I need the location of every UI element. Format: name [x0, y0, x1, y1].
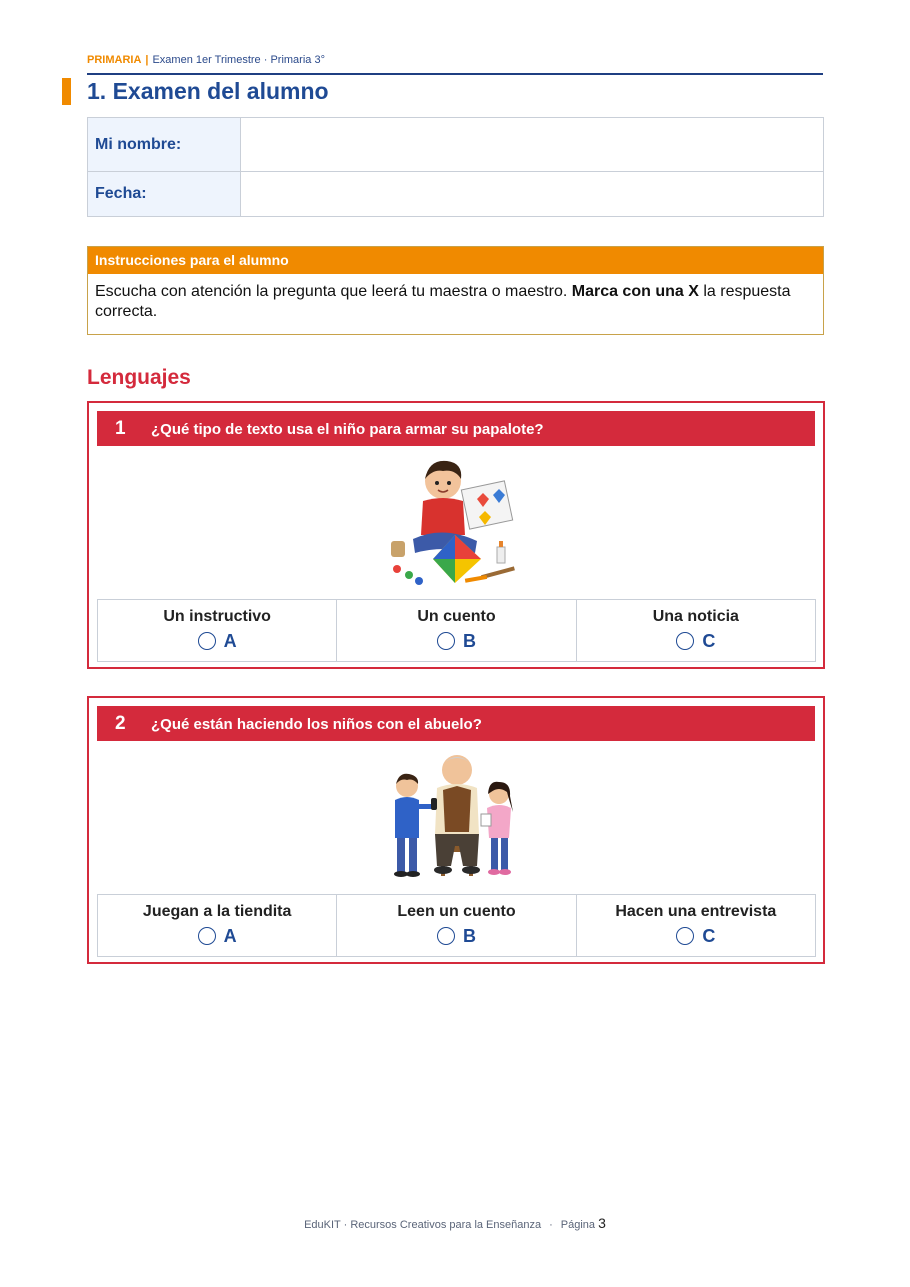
option-marker: [98, 926, 336, 947]
option-letter: C: [702, 926, 716, 946]
instructions-text-end: la respuesta correcta.: [95, 283, 791, 320]
answer-options: [97, 599, 816, 662]
option-marker: [577, 926, 815, 947]
instructions-text-start: Escucha con atención la pregunta que leerá tu maestra o maestro.: [95, 283, 572, 300]
option-label: Juegan a la tiendita: [142, 903, 292, 920]
radio-circle-icon[interactable]: [676, 927, 694, 945]
grandfather-interview-illustration-icon: [385, 750, 525, 886]
radio-circle-icon[interactable]: [437, 632, 455, 650]
option-letter: A: [223, 926, 237, 946]
option-marker: [337, 926, 575, 947]
instructions-heading: Instrucciones para el alumno: [88, 247, 823, 274]
page-header: [87, 54, 823, 66]
header-separator: |: [145, 54, 149, 66]
option-label: Un instructivo: [163, 608, 271, 625]
name-field[interactable]: [241, 118, 824, 172]
option-c[interactable]: [577, 600, 815, 661]
radio-circle-icon[interactable]: [437, 927, 455, 945]
option-label: Hacen una entrevista: [615, 903, 777, 920]
question-number: 1: [115, 418, 126, 439]
instructions-text-bold: Marca con una X: [571, 283, 699, 300]
instructions-box: [87, 246, 824, 335]
date-label: Fecha:: [88, 172, 241, 217]
option-letter: A: [223, 631, 237, 651]
question-text: ¿Qué están haciendo los niños con el abuelo?: [151, 716, 482, 733]
radio-circle-icon[interactable]: [198, 632, 216, 650]
date-field[interactable]: [241, 172, 824, 217]
question-2: [87, 696, 825, 964]
question-number: 2: [115, 713, 126, 734]
option-marker: [577, 631, 815, 652]
header-subtitle: Examen 1er Trimestre · Primaria 3°: [152, 54, 325, 66]
question-text: ¿Qué tipo de texto usa el niño para armar su papalote?: [151, 421, 544, 438]
option-letter: B: [462, 926, 476, 946]
page-title: 1. Examen del alumno: [87, 78, 329, 104]
option-marker: [337, 631, 575, 652]
option-a[interactable]: [98, 600, 337, 661]
option-letter: B: [462, 631, 476, 651]
option-marker: [98, 631, 336, 652]
page-number: 3: [598, 1215, 606, 1231]
option-letter: C: [702, 631, 716, 651]
title-accent-bar: [62, 78, 71, 105]
radio-circle-icon[interactable]: [198, 927, 216, 945]
option-b[interactable]: [337, 600, 576, 661]
option-c[interactable]: [577, 895, 815, 956]
header-divider: [87, 73, 823, 75]
option-b[interactable]: [337, 895, 576, 956]
radio-circle-icon[interactable]: [676, 632, 694, 650]
page-footer: [0, 1215, 910, 1231]
footer-text: EduKIT · Recursos Creativos para la Enseñanza: [304, 1219, 542, 1231]
instructions-text: [88, 274, 823, 334]
boy-kite-illustration-icon: [385, 455, 525, 591]
header-brand: PRIMARIA: [87, 54, 142, 66]
option-label: Una noticia: [652, 608, 739, 625]
section-title: Lenguajes: [87, 366, 191, 389]
name-label: Mi nombre:: [88, 118, 241, 172]
student-info-table: [87, 117, 824, 217]
answer-options: [97, 894, 816, 957]
page-label: Página: [560, 1219, 596, 1231]
option-label: Un cuento: [417, 608, 496, 625]
question-1: [87, 401, 825, 669]
option-label: Leen un cuento: [397, 903, 516, 920]
option-a[interactable]: [98, 895, 337, 956]
question-header: [97, 411, 815, 446]
footer-separator: ·: [549, 1219, 553, 1231]
question-header: [97, 706, 815, 741]
